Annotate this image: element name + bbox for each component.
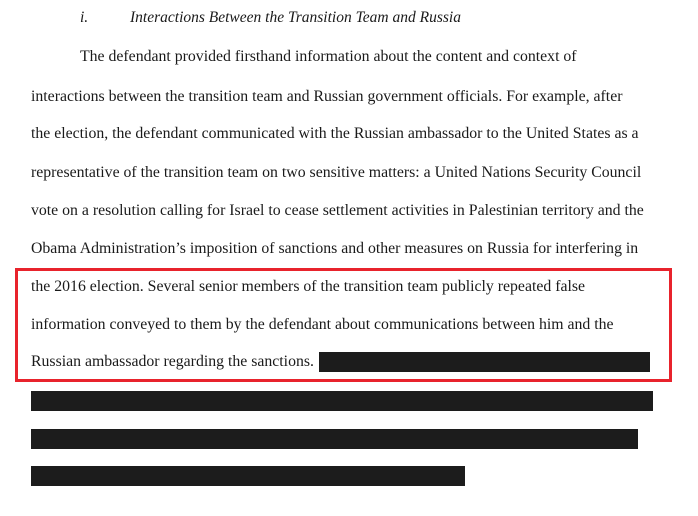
paragraph-line: Russian ambassador regarding the sanctions. [31,353,314,370]
paragraph-line: the 2016 election. Several senior members of the transition team publicly repeated false [31,278,586,295]
paragraph-line: information conveyed to them by the defendant about communications between him and the [31,316,614,333]
section-title: Interactions Between the Transition Team and Russia [130,9,461,26]
section-heading [80,9,461,27]
paragraph-line: Obama Administration’s imposition of sanctions and other measures on Russia for interfering in [31,240,639,257]
paragraph-line: interactions between the transition team and Russian government officials. For example, after [31,88,623,105]
redaction-bar [31,429,638,449]
paragraph-line: representative of the transition team on two sensitive matters: a United Nations Security Council [31,164,642,181]
section-numeral: i. [80,9,89,26]
paragraph-line: The defendant provided firsthand information about the content and context of [80,48,577,65]
redaction-bar [31,391,653,411]
paragraph-line: vote on a resolution calling for Israel to cease settlement activities in Palestinian territory and the [31,202,644,219]
redaction-bar [31,466,465,486]
highlight-box [15,268,672,382]
paragraph-line: the election, the defendant communicated with the Russian ambassador to the United States as a [31,125,639,142]
